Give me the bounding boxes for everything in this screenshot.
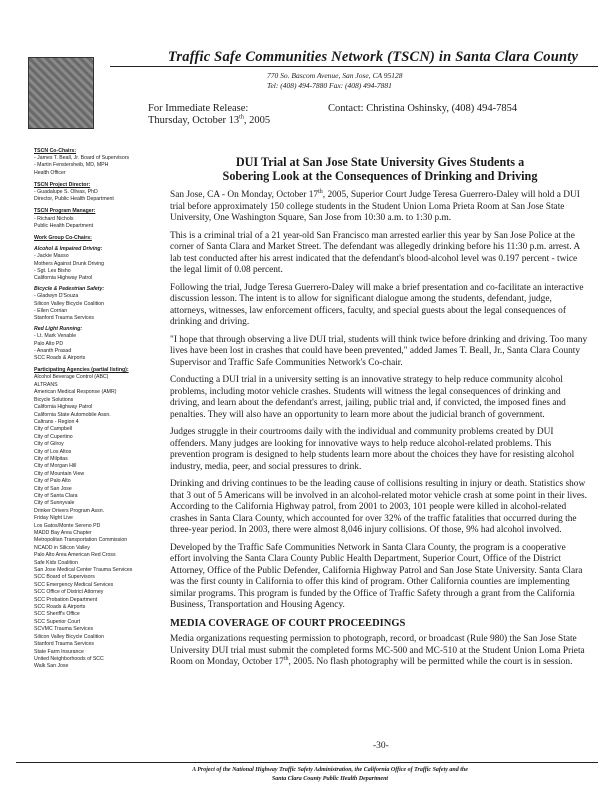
agency-item: Los Gatos/Monte Sereno PD [34, 522, 101, 529]
agency-item: City of San Jose [34, 485, 72, 492]
redlight-heading: Red Light Running: [34, 326, 83, 333]
sidebar-entry: Public Health Department [34, 222, 94, 229]
redlight-list [34, 333, 162, 362]
agency-item: Palo Alto Area American Red Cross [34, 552, 116, 559]
release-date: Thursday, October 13th, 2005 [148, 114, 271, 126]
agency-item: City of Gilroy [34, 441, 64, 448]
sidebar-entry: Mothers Against Drunk Driving [34, 260, 105, 267]
paragraph-7: Drinking and driving continues to be the leading cause of collisions resulting in injury or death. Statistics show that 3 out of 5 Americans will be involved in an alcohol-related motor vehicle crash at some point in their lives. According to the California Highway patrol, from 2001 to 2003, 101 people were killed in alcohol-related crashes in Santa Clara County, which accounted for over 32% of the traffic fatalities that occurred during the three-year period. In 2003, there were almost 8,046 injury collisions. Of those, 9% had alcohol involved. [170, 479, 587, 535]
agency-item: American Medical Response (AMR) [34, 389, 117, 396]
footer-line-1: A Project of the National Highway Traffic Safety Administration, the California Office of Traffic Safety and the [192, 767, 468, 773]
agency-item: SCC Sheriff's Office [34, 611, 80, 618]
agency-item: California State Automobile Assn. [34, 411, 111, 418]
end-mark: -30- [373, 741, 389, 751]
sidebar-entry: - Jackie Masso [34, 253, 69, 260]
paragraph-6: Judges struggle in their courtrooms daily with the individual and community problems created by DUI offenders. Many judges are looking for innovative ways to help reduce alcohol-related problems. This prevention program is designed to help students learn more about the choices they have for resisting alcohol industry, media, peer, and social pressures to drink. [170, 427, 575, 472]
press-release-body [170, 190, 588, 675]
agency-item: Alcohol Beverage Control (ABC) [34, 374, 109, 381]
section-heading: MEDIA COVERAGE OF COURT PROCEEDINGS [170, 617, 406, 629]
agency-item: SCC Emergency Medical Services [34, 581, 114, 588]
alcohol-list [34, 253, 162, 282]
release-label: For Immediate Release: [148, 103, 249, 114]
paragraph-3: Following the trial, Judge Teresa Guerrero-Daley will make a brief presentation and co-facilitate an interactive discussion lesson. The intent is to allow for significant dialogue among the students, defendant, judge, attorneys, witnesses, law enforcement officers, faculty, and special guests about the legal consequences of drinking and driving. [170, 282, 584, 327]
sidebar-entry: - Gladwyn D'Souza [34, 293, 79, 300]
agency-item: City of Mountain View [34, 470, 85, 477]
sidebar-entry: Silicon Valley Bicycle Coalition [34, 300, 104, 307]
cochairs-heading: TSCN Co-Chairs: [34, 148, 77, 154]
agency-item: SCC Board of Supervisors [34, 574, 95, 581]
agency-item: City of Sunnyvale [34, 500, 75, 507]
tscn-logo [28, 57, 94, 129]
agency-item: ALTRANS [34, 381, 58, 388]
director-list [34, 189, 162, 203]
manager-heading: TSCN Program Manager: [34, 208, 96, 215]
agency-item: Drinker Drivers Program Assn. [34, 507, 105, 514]
agency-item: Caltrans - Region 4 [34, 418, 79, 425]
sidebar-entry: - Ananth Prasad [34, 347, 72, 354]
header-rule [110, 66, 598, 67]
agency-item: United Neighborhoods of SCC [34, 655, 104, 662]
agency-item: Bicycle Solutions [34, 396, 74, 403]
sidebar-entry: - Richard Nichols [34, 215, 74, 222]
cochairs-list [34, 155, 162, 177]
director-heading: TSCN Project Director: [34, 181, 91, 188]
agency-item: State Farm Insurance [34, 648, 84, 655]
org-title: Traffic Safe Communities Network (TSCN) in Santa Clara County [167, 49, 579, 65]
paragraph-4: "I hope that through observing a live DUI trial, students will think twice before drinking and driving. Too many lives have been lost in crashes that could have been prevented," added James T. Beall, Jr., Santa Clara County Supervisor and Traffic Safe Communities Network's Co-chair. [170, 334, 588, 368]
agency-item: Stanford Trauma Services [34, 641, 94, 648]
sidebar-entry: - Guadalupe S. Olivas, PhD [34, 189, 98, 196]
sidebar-entry: - Sgt. Les Bisho [34, 267, 71, 274]
agency-item: MADD Bay Area Chapter [34, 530, 92, 537]
contact-info: Contact: Christina Oshinsky, (408) 494-7854 [328, 103, 518, 114]
agency-item: City of Campbell [34, 426, 73, 433]
footer-rule [16, 762, 598, 763]
sidebar-entry: - James T. Beall, Jr. Board of Supervisors [34, 155, 130, 162]
sidebar-entry: Stanford Trauma Services [34, 315, 94, 322]
agencies-heading: Participating Agencies (partial listing): [34, 367, 129, 374]
org-address: 770 So. Bascom Avenue, San Jose, CA 95128 [267, 71, 403, 80]
agency-item: Metropolitan Transportation Commission [34, 537, 128, 544]
agency-item: City of Palo Alto [34, 478, 71, 485]
agency-item: City of Los Altos [34, 448, 72, 455]
alcohol-heading: Alcohol & Impaired Driving: [34, 246, 103, 253]
agency-item: SCC Roads & Airports [34, 604, 86, 611]
manager-list [34, 216, 162, 230]
bike-heading: Bicycle & Pedestrian Safety: [34, 286, 105, 293]
workgroup-heading: Work Group Co-Chairs: [34, 235, 92, 242]
sidebar-entry: California Highway Patrol [34, 275, 93, 282]
paragraph-5: Conducting a DUI trial in a university setting is an innovative strategy to help reduce community alcohol problems, including motor vehicle crashes. Students will witness the legal consequences of drinking and driving, and learn about the defendant's arrest, jailing, public trial and, if convicted, the imposed fines and penalties. They will also have an opportunity to learn more about the judicial branch of government. [170, 375, 566, 420]
paragraph-8: Developed by the Traffic Safe Communities Network in Santa Clara County, the program is a cooperative effort involving the Santa Clara County Public Health Department, Superior Court, Office of the District Attorney, Office of the Public Defender, California Highway Patrol and San Jose State University. Santa Clara was the first county in California to offer this kind of program. Other California counties are implementing similar programs. This program is funded by the Office of Traffic Safety through a grant from the California Business, Transportation and Housing Agency. [170, 542, 583, 610]
sidebar-entry: - Ellen Corrian [34, 307, 68, 314]
agency-item: NCADD in Silicon Valley [34, 544, 90, 551]
sidebar-entry: Health Officer [34, 169, 66, 176]
org-phone: Tel: (408) 494-7880 Fax: (408) 494-7881 [267, 81, 392, 90]
agency-item: Walk San Jose [34, 663, 69, 670]
paragraph-2: This is a criminal trial of a 21 year-old San Francisco man arrested earlier this year by San Jose Police at the corner of Santa Clara and Market Street. The defendant was allegedly drinking before his 11:30 p.m. arrest. A lab test conducted after his arrest indicated that the defendant's blood-alcohol level was 0.197 percent - twice the legal limit of 0.08 percent. [170, 230, 580, 275]
org-address-block [267, 71, 403, 91]
paragraph-1: San Jose, CA - On Monday, October 17th, 2005, Superior Court Judge Teresa Guerrero-Daley will hold a DUI trial before approximately 150 college students in the Student Union Loma Prieta Room at San Jose State University, One Washington Square, San Jose from 10:30 a.m. to 1:30 p.m. [170, 188, 580, 223]
sidebar-entry: Palo Alto PD [34, 340, 64, 347]
footer-line-2: Santa Clara County Public Health Department [271, 775, 389, 782]
agency-item: Safe Kids Coalition [34, 559, 78, 566]
agency-item: City of Morgan Hill [34, 463, 77, 470]
sidebar-entry: - Martin Fenstersheib, MD, MPH [34, 162, 109, 169]
agency-item: SCC Probation Department [34, 596, 98, 603]
agency-item: City of Santa Clara [34, 492, 78, 499]
headline [170, 155, 590, 183]
bike-list [34, 293, 162, 322]
agency-item: Friday Night Live [34, 515, 73, 522]
agency-item: San Jose Medical Center Trauma Services [34, 567, 133, 574]
sidebar [34, 143, 162, 671]
sidebar-entry: SCC Roads & Airports [34, 355, 86, 362]
footer [120, 766, 540, 783]
headline-line-1: DUI Trial at San Jose State University Gives Students a [235, 155, 525, 169]
agency-item: Silicon Valley Bicycle Coalition [34, 633, 104, 640]
agency-item: City of Cupertino [34, 433, 73, 440]
headline-line-2: Sobering Look at the Consequences of Drinking and Driving [222, 169, 538, 183]
agency-item: SCVMC Trauma Services [34, 626, 94, 633]
agency-item: City of Milpitas [34, 455, 68, 462]
agency-item: SCC Superior Court [34, 618, 81, 625]
agencies-list [34, 374, 162, 670]
sidebar-entry: Director, Public Health Department [34, 196, 114, 203]
sidebar-entry: - Lt. Mark Venable [34, 333, 77, 340]
agency-item: California Highway Patrol [34, 404, 93, 411]
paragraph-9: Media organizations requesting permission to photograph, record, or broadcast (Rule 980) the San Jose State University DUI trial must submit the completed forms MC-500 and MC-510 at the Student Union Loma Prieta Room on Monday, October 17th, 2005. No flash photography will be permitted while the court is in session. [170, 634, 585, 667]
agency-item: SCC Office of District Attorney [34, 589, 104, 596]
release-block [148, 103, 270, 127]
